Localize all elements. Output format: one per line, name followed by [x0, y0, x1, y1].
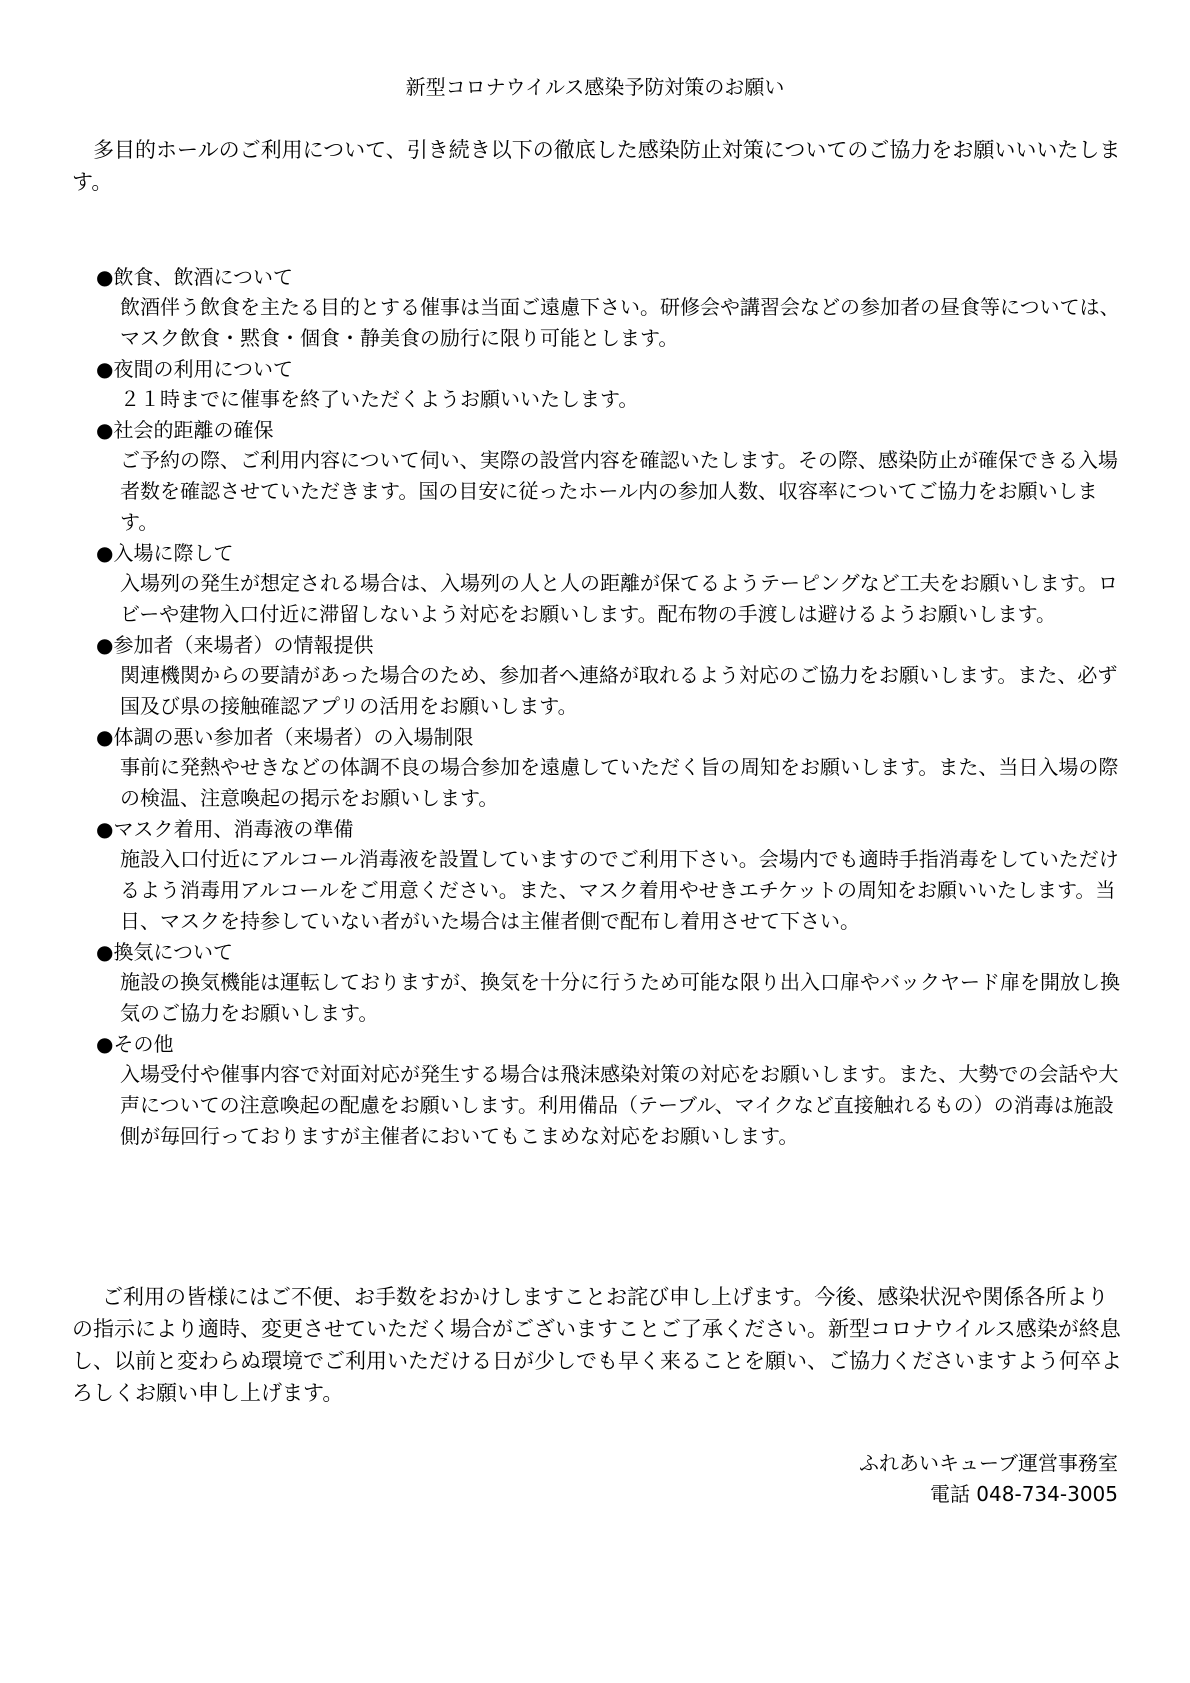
section-entry-restriction — [96, 722, 1126, 814]
section-body: 関連機関からの要請があった場合のため、参加者へ連絡が取れるよう対応のご協力をお願いします。また、必ず国及び県の接触確認アプリの活用をお願いします。 — [120, 663, 1118, 718]
section-body: 入場列の発生が想定される場合は、入場列の人と人の距離が保てるようテーピングなど工夫をお願いします。ロビーや建物入口付近に滞留しないよう対応をお願いします。配布物の手渡しは避けるようお願いします。 — [120, 571, 1118, 626]
page-title: 新型コロナウイルス感染予防対策のお願い — [405, 75, 785, 99]
section-heading: ●換気について — [96, 940, 234, 964]
office-name: ふれあいキューブ運営事務室 — [859, 1451, 1118, 1475]
section-heading: ●飲食、飲酒について — [96, 265, 294, 289]
section-mask-disinfectant — [96, 814, 1126, 937]
section-body: ご予約の際、ご利用内容について伺い、実際の設営内容を確認いたします。その際、感染防止が確保できる入場者数を確認させていただきます。国の目安に従ったホール内の参加人数、収容率についてご協力をお願いします。 — [120, 448, 1118, 534]
phone-number: 電話 048-734-3005 — [929, 1482, 1118, 1506]
section-heading: ●入場に際して — [96, 541, 234, 565]
section-heading: ●夜間の利用について — [96, 357, 294, 381]
section-ventilation — [96, 937, 1126, 1029]
closing-paragraph: ご利用の皆様にはご不便、お手数をおかけしますことお詫び申し上げます。今後、感染状況や関係各所よりの指示により適時、変更させていただく場合がございますことご了承ください。新型コロナウイルス感染が終息し、以前と変わらぬ環境でご利用いただける日が少しでも早く来ることを願い、ご協力くださいますよう何卒よろしくお願い申し上げます。 — [72, 1285, 1122, 1405]
section-entry — [96, 538, 1126, 630]
section-heading: ●体調の悪い参加者（来場者）の入場制限 — [96, 725, 474, 749]
section-heading: ●その他 — [96, 1032, 174, 1056]
section-other — [96, 1029, 1126, 1152]
intro-paragraph: 多目的ホールのご利用について、引き続き以下の徹底した感染防止対策についてのご協力をお願いいいたします。 — [72, 138, 1121, 194]
section-night-use — [96, 354, 1126, 415]
section-body: 事前に発熱やせきなどの体調不良の場合参加を遠慮していただく旨の周知をお願いします。また、当日入場の際の検温、注意喚起の掲示をお願いします。 — [120, 755, 1119, 810]
section-body: 施設の換気機能は運転しておりますが、換気を十分に行うため可能な限り出入口扉やバックヤード扉を開放し換気のご協力をお願いします。 — [120, 970, 1120, 1025]
section-body: ２１時までに催事を終了いただくようお願いいたします。 — [120, 387, 639, 411]
section-participant-info — [96, 630, 1126, 722]
section-social-distance — [96, 415, 1126, 538]
section-heading: ●参加者（来場者）の情報提供 — [96, 633, 374, 657]
guideline-sections — [96, 262, 1126, 1152]
section-heading: ●マスク着用、消毒液の準備 — [96, 817, 354, 841]
section-body: 入場受付や催事内容で対面対応が発生する場合は飛沫感染対策の対応をお願いします。また、大勢での会話や大声についての注意喚起の配慮をお願いします。利用備品（テーブル、マイクなど直接触れるもの）の消毒は施設側が毎回行っておりますが主催者においてもこまめな対応をお願いします。 — [120, 1062, 1119, 1148]
section-body: 飲酒伴う飲食を主たる目的とする催事は当面ご遠慮下さい。研修会や講習会などの参加者の昼食等については、マスク飲食・黙食・個食・静美食の励行に限り可能とします。 — [120, 295, 1120, 350]
section-body: 施設入口付近にアルコール消毒液を設置していますのでご利用下さい。会場内でも適時手指消毒をしていただけるよう消毒用アルコールをご用意ください。また、マスク着用やせきエチケットの周知をお願いいたします。当日、マスクを持参していない者がいた場合は主催者側で配布し着用させて下さい。 — [120, 847, 1119, 933]
signature-block — [859, 1448, 1118, 1510]
section-heading: ●社会的距離の確保 — [96, 418, 274, 442]
section-food-drink — [96, 262, 1126, 354]
